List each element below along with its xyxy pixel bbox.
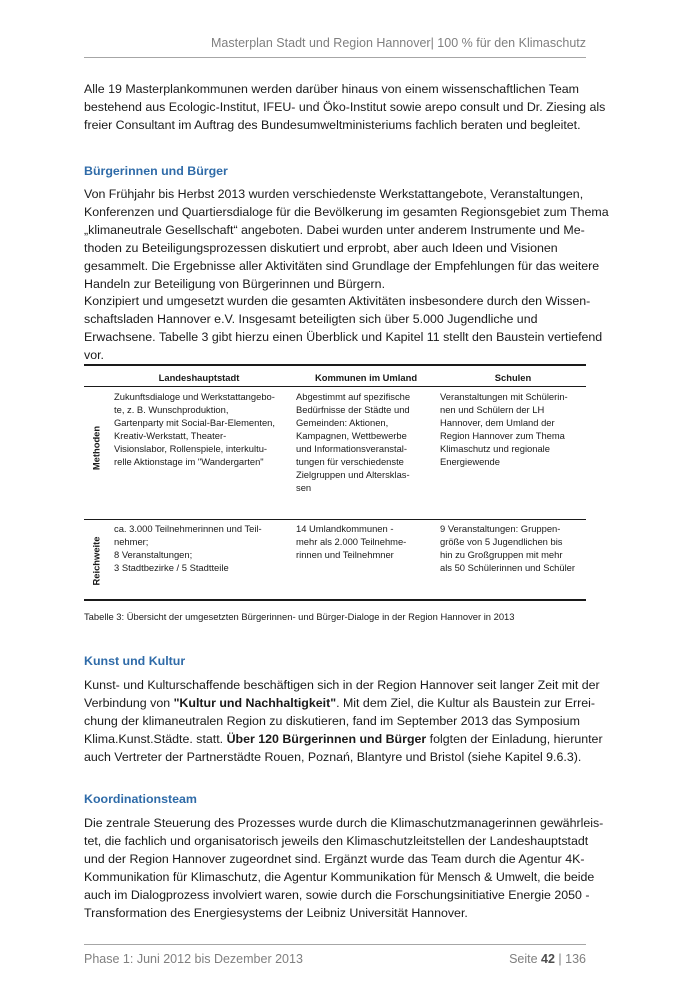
text-line: auch Vertreter der Partnerstädte Rouen, Poznań, Blantyre und Bristol (siehe Kapitel 9.6.3). [84, 750, 582, 764]
cell-line: 14 Umlandkommunen - [296, 523, 394, 534]
table-cell [296, 390, 462, 494]
table-caption: Tabelle 3: Übersicht der umgesetzten Bürgerinnen- und Bürger-Dialoge in der Region Hannover in 2013 [84, 611, 515, 622]
text-line: gesammelt. Die Ergebnisse aller Aktivitäten sind Grundlage der Empfehlungen für das weitere [84, 259, 600, 273]
text-fragment: folgten der Einladung, hierunter [426, 732, 603, 746]
cell-line: Visionslabor, Rollenspiele, interkultu- [114, 443, 268, 454]
bold-phrase: "Kultur und Nachhaltigkeit" [173, 696, 337, 710]
section-heading-kunst: Kunst und Kultur [84, 654, 186, 668]
cell-line: Veranstaltungen mit Schülerin- [440, 391, 568, 402]
text-line: vor. [84, 348, 104, 362]
column-header-landeshauptstadt: Landeshauptstadt [158, 372, 240, 383]
text-line: Die zentrale Steuerung des Prozesses wurde durch die Klimaschutzmanagerinnen gewährleis- [84, 816, 604, 830]
intro-paragraph [84, 80, 606, 134]
text-line: Kunst- und Kulturschaffende beschäftigen sich in der Region Hannover seit langer Zeit mit der [84, 678, 600, 692]
column-header-umland: Kommunen im Umland [314, 372, 418, 383]
text-line: Von Frühjahr bis Herbst 2013 wurden verschiedenste Werkstattangebote, Veranstaltungen, [84, 187, 584, 201]
text-line: Handeln zur Beteiligung von Bürgerinnen und Bürgern. [84, 277, 386, 291]
cell-line: rinnen und Teilnehmner [296, 549, 394, 560]
cell-line: Region Hannover zum Thema [440, 430, 565, 441]
text-line: auch im Dialogprozess involviert waren, sowie durch die Forschungsinitiative Energie 2050 - [84, 888, 590, 902]
text-line: „klimaneutrale Gesellschaft“ angeboten. Dabei wurden unter anderem Instrumente und Me- [84, 223, 585, 237]
table-cell [440, 390, 606, 468]
table-bottom-rule [84, 599, 586, 601]
text-line: Konferenzen und Quartiersdialoge für die Bevölkerung im gesamten Regionsgebiet zum Thema [84, 205, 609, 219]
cell-line: Klimaschutz und regionale [440, 443, 550, 454]
text-line: schaftsladen Hannover e.V. Insgesamt beteiligten sich über 5.000 Jugendliche und [84, 312, 538, 326]
current-page: 42 [541, 952, 555, 966]
bold-phrase: Über 120 Bürgerinnen und Bürger [226, 732, 427, 746]
text-line: Transformation des Energiesystems der Leibniz Universität Hannover. [84, 906, 468, 920]
table-cell [296, 522, 462, 561]
cell-line: nen und Schülern der LH [440, 404, 545, 415]
cell-line: als 50 Schülerinnen und Schüler [440, 562, 575, 573]
table-row-rule [84, 519, 586, 520]
cell-line: Gemeinden: Aktionen, [296, 417, 389, 428]
table-top-rule [84, 364, 586, 366]
cell-line: sen [296, 482, 312, 493]
cell-line: und Informationsveranstal- [296, 443, 407, 454]
cell-line: 3 Stadtbezirke / 5 Stadtteile [114, 562, 229, 573]
cell-line: 8 Veranstaltungen; [114, 549, 193, 560]
cell-line: Energiewende [440, 456, 500, 467]
cell-line: Zukunftsdialoge und Werkstattangebo- [114, 391, 275, 402]
running-header: Masterplan Stadt und Region Hannover| 100 % für den Klimaschutz [211, 36, 586, 50]
cell-line: Zielgruppen und Altersklas- [296, 469, 410, 480]
text-fragment: . Mit dem Ziel, die Kultur als Baustein zur Errei- [336, 696, 595, 710]
header-rule [84, 57, 586, 58]
cell-line: Bedürfnisse der Städte und [296, 404, 410, 415]
section-heading-buerger: Bürgerinnen und Bürger [84, 164, 228, 178]
table-cell [114, 522, 280, 574]
kunst-paragraph [84, 676, 603, 766]
cell-line: relle Aktionstage im "Wandergarten" [114, 456, 264, 467]
cell-line: 9 Veranstaltungen: Gruppen- [440, 523, 561, 534]
text-fragment: Verbindung von [84, 696, 174, 710]
section-heading-koordination: Koordinationsteam [84, 792, 197, 806]
cell-line: hin zu Großgruppen mit mehr [440, 549, 563, 560]
cell-line: Kampagnen, Wettbewerbe [296, 430, 407, 441]
cell-line: Abgestimmt auf spezifische [296, 391, 411, 402]
text-line [84, 732, 603, 746]
total-pages: 136 [565, 952, 586, 966]
buerger-paragraph-2 [84, 292, 603, 364]
cell-line: ca. 3.000 Teilnehmerinnen und Teil- [114, 523, 262, 534]
cell-line: tungen für verschiedenste [296, 456, 404, 467]
column-header-schulen: Schulen [494, 372, 532, 383]
overview-table [84, 364, 586, 602]
text-line: freier Consultant im Auftrag des Bundesumweltministeriums fachlich beraten und begleitet. [84, 118, 581, 132]
text-line [84, 696, 595, 710]
cell-line: mehr als 2.000 Teilnehme- [296, 536, 407, 547]
koordination-paragraph [84, 814, 604, 922]
table-cell [440, 522, 606, 574]
text-line: chung der klimaneutralen Region zu diskutieren, fand im September 2013 das Symposium [84, 714, 580, 728]
text-line: Erwachsene. Tabelle 3 gibt hierzu einen Überblick und Kapitel 11 stellt den Baustein vertiefend [84, 330, 603, 344]
footer-phase: Phase 1: Juni 2012 bis Dezember 2013 [84, 952, 303, 966]
cell-line: te, z. B. Wunschproduktion, [114, 404, 229, 415]
text-line: bestehend aus Ecologic-Institut, IFEU- und Öko-Institut sowie arepo consult und Dr. Ziesing als [84, 100, 606, 114]
text-line: Kommunikation für Klimaschutz, die Agentur Kommunikation für Mensch & Umwelt, die beide [84, 870, 595, 884]
cell-line: größe von 5 Jugendlichen bis [440, 536, 563, 547]
text-line: und der Region Hannover zugeordnet sind. Ergänzt wurde das Team durch die Agentur 4K- [84, 852, 585, 866]
text-line: thoden zu Beteiligungsprozessen diskutiert und erprobt, aber auch Ideen und Visionen [84, 241, 558, 255]
cell-line: nehmer; [114, 536, 149, 547]
row-label-reichweite: Reichweite [90, 536, 102, 586]
page-separator: | [554, 952, 566, 966]
table-header-rule [84, 386, 586, 387]
text-line: Alle 19 Masterplankommunen werden darüber hinaus von einem wissenschaftlichen Team [84, 82, 579, 96]
text-fragment: Klima.Kunst.Städte. statt. [84, 732, 227, 746]
row-label-methoden: Methoden [90, 425, 102, 471]
text-line: tet, die fachlich und organisatorisch jeweils den Klimaschutzleitstellen der Landeshauptstadt [84, 834, 589, 848]
page-number [509, 952, 586, 966]
text-line: Konzipiert und umgesetzt wurden die gesamten Aktivitäten insbesondere durch den Wissen- [84, 294, 591, 308]
buerger-paragraph-1 [84, 185, 609, 293]
table-cell [114, 390, 280, 468]
cell-line: Hannover, dem Umland der [440, 417, 555, 428]
footer-rule [84, 944, 586, 945]
cell-line: Gartenparty mit Social-Bar-Elementen, [114, 417, 276, 428]
cell-line: Kreativ-Werkstatt, Theater- [114, 430, 227, 441]
page-prefix: Seite [509, 952, 542, 966]
